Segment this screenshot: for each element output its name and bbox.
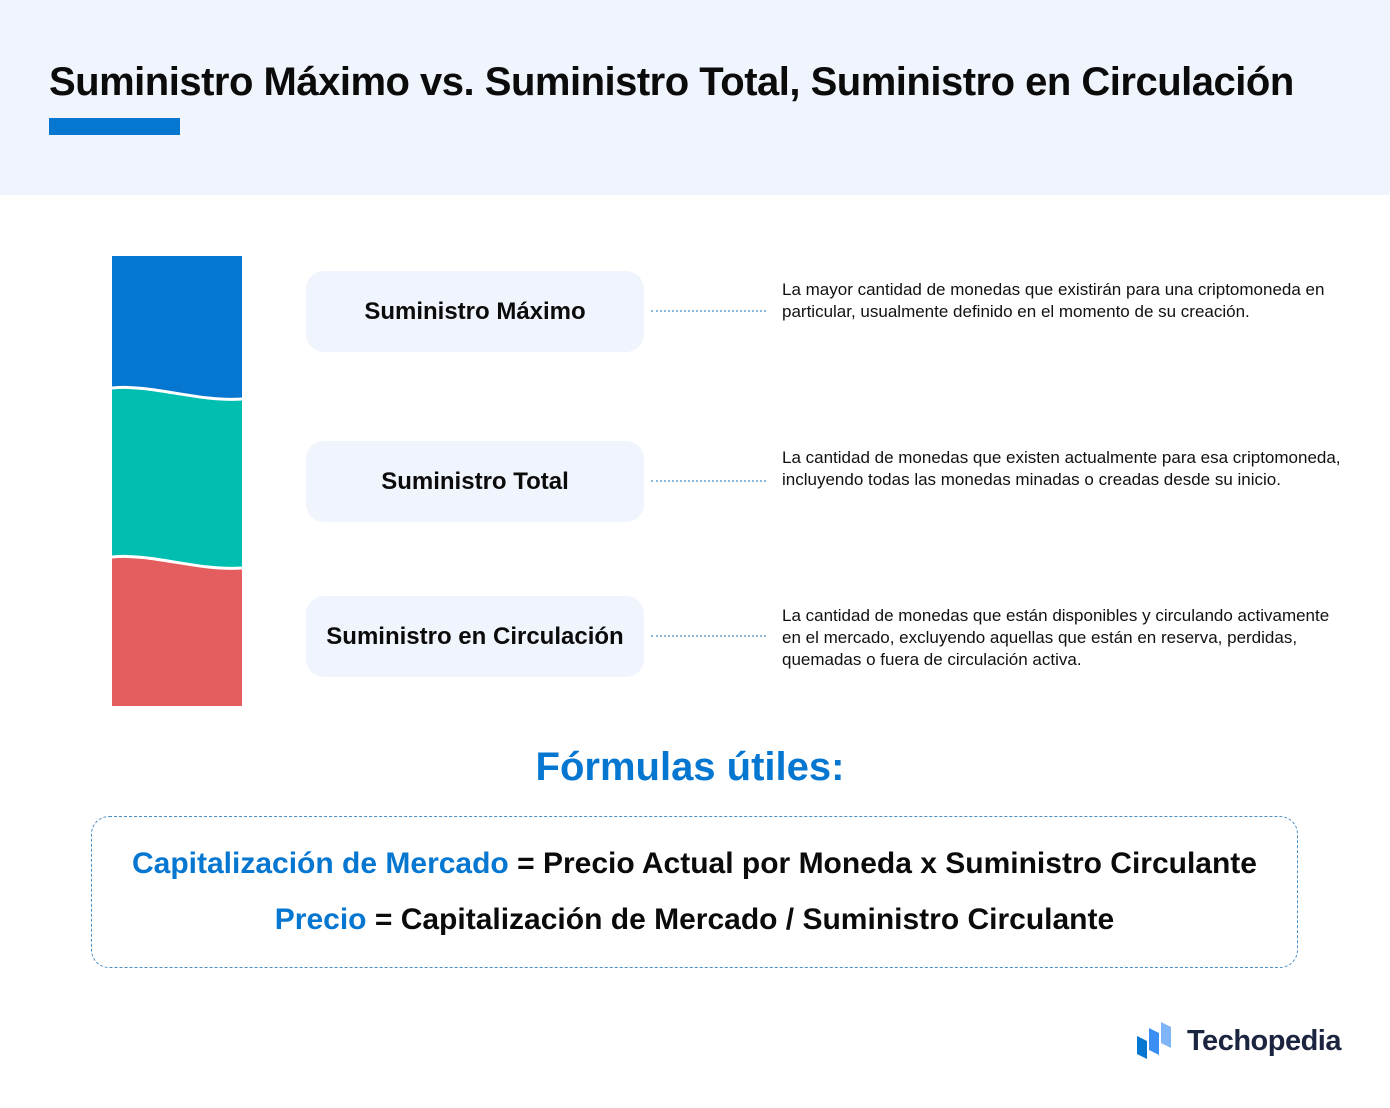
formula-price xyxy=(92,903,1297,937)
pill-max-supply xyxy=(306,271,644,352)
formula-market-cap xyxy=(92,847,1297,881)
connector-total-supply xyxy=(651,480,766,482)
description-circulating-supply: La cantidad de monedas que están disponibles y circulando activamente en el mercado, excluyendo aquellas que están en reserva, perdidas, quemadas o fuera de circulación activa. xyxy=(782,606,1330,669)
pill-label-circulating-supply: Suministro en Circulación xyxy=(326,622,624,650)
formula-expression-price: = Capitalización de Mercado / Suministro Circulante xyxy=(366,903,1115,936)
pill-label-total-supply: Suministro Total xyxy=(381,467,569,495)
page-title: Suministro Máximo vs. Suministro Total, Suministro en Circulación xyxy=(49,60,1294,104)
stack-segment-total-supply xyxy=(112,387,242,576)
supply-stack-graphic xyxy=(112,256,242,706)
stack-segment-max-supply xyxy=(112,256,242,406)
pill-total-supply xyxy=(306,441,644,522)
formula-term-price: Precio xyxy=(274,903,367,936)
formulas-title: Fórmulas útiles: xyxy=(535,745,845,789)
formula-term-market-cap: Capitalización de Mercado xyxy=(132,847,509,880)
brand-name: Techopedia xyxy=(1187,1024,1341,1057)
pill-label-max-supply: Suministro Máximo xyxy=(364,297,586,325)
title-underline-bar xyxy=(49,118,180,135)
description-total-supply: La cantidad de monedas que existen actualmente para esa criptomoneda, incluyendo todas las monedas minadas o creadas desde su inicio. xyxy=(782,448,1341,489)
techopedia-logo xyxy=(1137,1022,1341,1060)
header-banner xyxy=(0,0,1390,195)
connector-max-supply xyxy=(651,310,766,312)
description-max-supply: La mayor cantidad de monedas que existirán para una criptomoneda en particular, usualmente definido en el momento de su creación. xyxy=(782,280,1325,321)
pill-circulating-supply xyxy=(306,596,644,677)
techopedia-logo-icon xyxy=(1137,1022,1173,1060)
stack-segment-circulating-supply xyxy=(112,556,242,706)
formula-box xyxy=(91,816,1298,968)
connector-circulating-supply xyxy=(651,635,766,637)
formula-expression-market-cap: = Precio Actual por Moneda x Suministro Circulante xyxy=(508,847,1257,880)
